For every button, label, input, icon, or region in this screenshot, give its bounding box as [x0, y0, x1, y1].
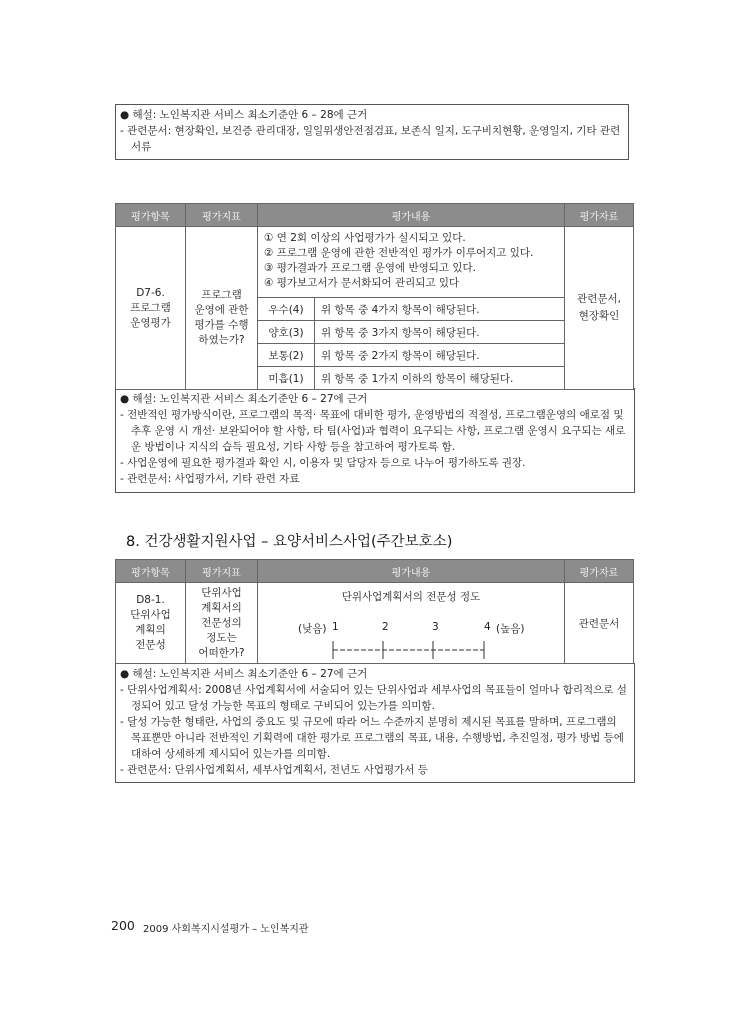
d8-scale-cell: [258, 583, 565, 664]
scale-title: 단위사업계획서의 전문성 정도: [341, 591, 481, 603]
d7-item-cell: D7-6. 프로그램 운영평가: [116, 227, 186, 390]
d7-table: [115, 203, 634, 390]
d7-note-1: ● 해설: 노인복지관 서비스 최소기준안 6 – 27에 근거: [120, 393, 368, 405]
d8-material-cell: 관련문서: [565, 583, 634, 664]
header-content: 평가내용: [258, 204, 565, 227]
level-desc-2: 위 항목 중 2가지 항목이 해당된다.: [315, 344, 565, 367]
d7-note-3: - 사업운영에 필요한 평가결과 확인 시, 이용자 및 담당자 등으로 나누어 평가하도록 권장.: [120, 457, 526, 469]
level-desc-1: 위 항목 중 1가지 이하의 항목이 해당된다.: [315, 367, 565, 390]
d8-note-3: - 달성 가능한 형태란, 사업의 중요도 및 규모에 따라 어느 수준까지 분명히 제시된 목표를 말하며, 프로그램의 목표뿐만 아니라 전반적인 기획력에 대한 평가로 프로그램의 목표, 내용, 수행방법, 추진일정, 평가 방법 등에 대하여 상세하게 제시되어 있는가를 의미함.: [120, 716, 624, 760]
d8-notes-box: [115, 663, 635, 783]
level-label-3: 양호(3): [258, 321, 315, 344]
section-title: 8. 건강생활지원사업 – 요양서비스사업(주간보호소): [126, 534, 453, 550]
top-note-line-1: ● 해설: 노인복지관 서비스 최소기준안 6 – 28에 근거: [120, 109, 368, 121]
d8-note-2: - 단위사업계획서: 2008년 사업계획서에 서술되어 있는 단위사업과 세부사업의 목표들이 얼마나 합리적으로 설정되어 있고 달성 가능한 목표의 형태로 구비되어 있는가를 의미함.: [120, 684, 627, 712]
level-label-1: 미흡(1): [258, 367, 315, 390]
scale-point-2: 2: [382, 621, 389, 633]
scale-low-label: (낮음): [298, 623, 327, 635]
footer-text: 2009 사회복지시설평가 – 노인복지관: [143, 924, 309, 935]
scale-point-4: 4: [484, 621, 491, 633]
scale-point-3: 3: [432, 621, 439, 633]
d8-table: [115, 559, 634, 664]
header-indicator-2: 평가지표: [186, 560, 258, 583]
d8-note-1: ● 해설: 노인복지관 서비스 최소기준안 6 – 27에 근거: [120, 668, 368, 680]
top-note-line-2: - 관련문서: 현장확인, 보건증 관리대장, 일일위생안전점검표, 보존식 일지, 도구비치현황, 운영일지, 기타 관련서류: [120, 125, 621, 153]
d7-note-4: - 관련문서: 사업평가서, 기타 관련 자료: [120, 473, 300, 485]
d7-note-2: - 전반적인 평가방식이란, 프로그램의 목적· 목표에 대비한 평가, 운영방법의 적절성, 프로그램운영의 애로점 및 추후 운영 시 개선· 보완되어야 할 사항, 타 팀(사업)과 협력이 요구되는 사항, 프로그램 운영시 요구되는 새로운 방법이나 지식의 습득 필요성, 기타 사항 등을 참고하여 평가토록 함.: [120, 409, 626, 453]
d7-material-cell: 관련문서, 현장확인: [565, 227, 634, 390]
criterion-1: ① 연 2회 이상의 사업평가가 실시되고 있다.: [264, 232, 466, 244]
scale-bar: [330, 638, 530, 662]
level-label-2: 보통(2): [258, 344, 315, 367]
scale-point-1: 1: [332, 621, 339, 633]
d7-notes-box: [115, 388, 635, 493]
level-label-4: 우수(4): [258, 298, 315, 321]
header-item-2: 평가항목: [116, 560, 186, 583]
d7-indicator-cell: 프로그램 운영에 관한 평가를 수행 하였는가?: [186, 227, 258, 390]
header-indicator: 평가지표: [186, 204, 258, 227]
level-desc-3: 위 항목 중 3가지 항목이 해당된다.: [315, 321, 565, 344]
d8-note-4: - 관련문서: 단위사업계획서, 세부사업계획서, 전년도 사업평가서 등: [120, 764, 428, 776]
header-material: 평가자료: [565, 204, 634, 227]
top-note-box: [115, 104, 629, 160]
header-material-2: 평가자료: [565, 560, 634, 583]
d7-criteria-cell: [258, 227, 565, 298]
criterion-2: ② 프로그램 운영에 관한 전반적인 평가가 이루어지고 있다.: [264, 247, 534, 259]
criterion-3: ③ 평가결과가 프로그램 운영에 반영되고 있다.: [264, 262, 477, 274]
d8-item-cell: D8-1. 단위사업 계획의 전문성: [116, 583, 186, 664]
criterion-4: ④ 평가보고서가 문서화되어 관리되고 있다: [264, 277, 460, 289]
page-number: 200: [111, 918, 135, 933]
d8-indicator-cell: 단위사업 계획서의 전문성의 정도는 어떠한가?: [186, 583, 258, 664]
scale-high-label: (높음): [496, 623, 525, 635]
header-item: 평가항목: [116, 204, 186, 227]
level-desc-4: 위 항목 중 4가지 항목이 해당된다.: [315, 298, 565, 321]
header-content-2: 평가내용: [258, 560, 565, 583]
